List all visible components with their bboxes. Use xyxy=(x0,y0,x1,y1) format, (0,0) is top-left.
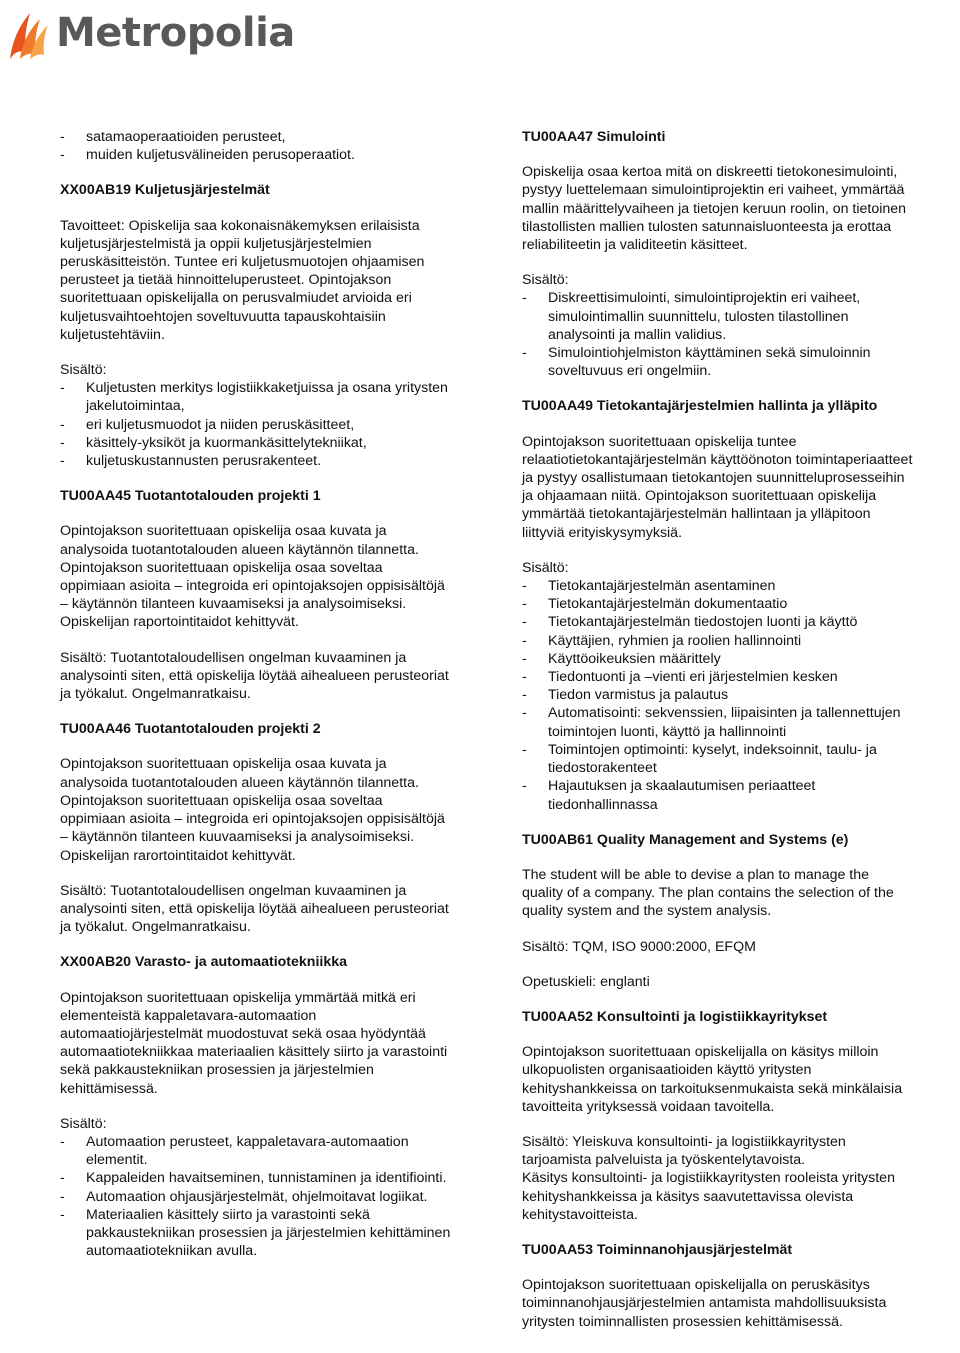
list-item: - Diskreettisimulointi, simulointiprojektin eri vaiheet, simulointimallin suunnittelu, tulosten tilastollinen analysointi ja mallin validius. xyxy=(522,290,861,343)
aa47-content-list xyxy=(522,289,952,380)
list-item: - Kuljetusten merkitys logistiikkaketjuissa ja osana yritysten jakelutoimintaa, xyxy=(60,380,448,415)
content-label: Sisältö: xyxy=(60,362,107,379)
content-label: Sisältö: xyxy=(522,272,569,289)
section-title-ab20: XX00AB20 Varasto- ja automaatiotekniikka xyxy=(60,954,348,971)
section-title-ab19: XX00AB19 Kuljetusjärjestelmät xyxy=(60,182,270,199)
ab61-content: Sisältö: TQM, ISO 9000:2000, EFQM xyxy=(522,938,756,955)
list-item: - Automaation perusteet, kappaletavara-automaation elementit. xyxy=(60,1133,409,1169)
aa49-description: Opintojakson suoritettuaan opiskelija tuntee relaatiotietokantajärjestelmän käyttöönoton toimintaperiaatteet ja pystyy osallistumaan tietokantojen suunnitteluprosesseihin ja ohjaamaan niitä. Opintojakson suoritettuaan opiskelija ymmärtää tietokantajärjestelmän hallintaan ja ylläpitoon liittyviä erityiskysymyksiä. xyxy=(522,433,913,541)
ab20-description: Opintojakson suoritettuaan opiskelija ymmärtää mitkä eri elementeistä kappaletavara-automaation automaatiojärjestelmät muodostuvat sekä osaa hyödyntää automaatiotekniikkaa materiaalien käsittely siirto ja varastointi sekä pakkaustekniikan prosessien ja järjestelmien kehittämisessä. xyxy=(60,989,448,1097)
list-item: - Automaation ohjausjärjestelmät, ohjelmoitavat logiikat. xyxy=(60,1188,428,1205)
list-item: - Käyttäjien, ryhmien ja roolien hallinnointi xyxy=(522,632,802,649)
aa46-content: Sisältö: Tuotantotaloudellisen ongelman kuvaaminen ja analysointi siten, että opiskelija löytää aihealueen perusteoriat ja työkalut. Ongelmanratkaisu. xyxy=(60,882,449,936)
section-title-aa53: TU00AA53 Toiminnanohjausjärjestelmät xyxy=(522,1241,793,1258)
ab61-description: The student will be able to devise a plan to manage the quality of a company. The plan contains the selection of the quality system and the system analysis. xyxy=(522,866,894,920)
logo-wordmark: Metropolia xyxy=(56,10,295,56)
ab19-description: Tavoitteet: Opiskelija saa kokonaisnäkemyksen erilaisista kuljetusjärjestelmistä ja oppii kuljetusjärjestelmien peruskäsitteistön. Tuntee eri kuljetusmuotojen ohjaamisen perusteet ja tietää hinnoitteluperusteet. Opintojakson suoritettuaan opiskelijalla on perusvalmiudet arvioida eri kuljetusvaihtoehtojen soveltuvuutta tapauskohtaisiin kuljetustehtäviin. xyxy=(60,217,425,343)
section-title-aa45: TU00AA45 Tuotantotalouden projekti 1 xyxy=(60,488,321,505)
section-title-aa52: TU00AA52 Konsultointi ja logistiikkayritykset xyxy=(522,1008,828,1025)
intro-list xyxy=(60,128,500,164)
aa52-content: Sisältö: Yleiskuva konsultointi- ja logistiikkayritysten tarjoamista palveluista ja työskentelytavoista. Käsitys konsultointi- ja logistiikkayritysten rooleista yritysten kehityshankkeissa ja käsitys saavutettavissa olevista kehitystavoitteista. xyxy=(522,1133,895,1223)
metropolia-flame-icon xyxy=(6,5,52,61)
content-label: Sisältö: xyxy=(60,1115,107,1132)
list-item: - Tietokantajärjestelmän tiedostojen luonti ja käyttö xyxy=(522,614,858,631)
list-item: - muiden kuljetusvälineiden perusoperaatiot. xyxy=(60,147,355,164)
ab19-content-list xyxy=(60,379,500,470)
list-item: - Käyttöoikeuksien määrittely xyxy=(522,650,721,667)
aa46-description: Opintojakson suoritettuaan opiskelija osaa kuvata ja analysoida tuotantotalouden alueen käytännön tilannetta. Opintojakson suoritettuaan opiskelija osaa soveltaa oppimiaan asioita – integroida eri opintojaksojen oppisisältöjä – käytännön tilanteen kuuvaamiseksi ja analysoimiseksi. Opiskelijan rarortointitaidot kehittyvät. xyxy=(60,756,445,864)
list-item: - Tiedontuonti ja –vienti eri järjestelmien kesken xyxy=(522,669,838,686)
list-item: - Tietokantajärjestelmän dokumentaatio xyxy=(522,596,788,613)
list-item: - Materiaalien käsittely siirto ja varastointi sekä pakkaustekniikan prosessien ja järjestelmien kehittäminen automaatiotekniikan avulla. xyxy=(60,1206,451,1260)
list-item: - Tiedon varmistus ja palautus xyxy=(522,687,729,704)
section-title-aa46: TU00AA46 Tuotantotalouden projekti 2 xyxy=(60,721,321,738)
metropolia-logo xyxy=(6,4,295,62)
content-label: Sisältö: xyxy=(522,559,569,576)
left-column xyxy=(60,128,500,1260)
list-item: - Kappaleiden havaitseminen, tunnistaminen ja identifiointi. xyxy=(60,1170,447,1187)
section-title-ab61: TU00AB61 Quality Management and Systems (e) xyxy=(522,831,849,848)
section-title-aa47: TU00AA47 Simulointi xyxy=(522,129,666,145)
list-item: - käsittely-yksiköt ja kuormankäsittelytekniikat, xyxy=(60,434,367,451)
list-item: - Automatisointi: sekvenssien, liipaisinten ja tallennettujen toimintojen luonti, käyttö ja hallinnointi xyxy=(522,705,901,740)
aa45-description: Opintojakson suoritettuaan opiskelija osaa kuvata ja analysoida tuotantotalouden alueen käytännön tilannetta. Opintojakson suoritettuaan opiskelija osaa soveltaa oppimiaan asioita – integroida eri opintojaksojen oppisisältöjä – käytännön tilanteen kuvaamiseksi ja analysoimiseksi. Opiskelijan raportointitaidot kehittyvät. xyxy=(60,523,445,631)
aa45-content: Sisältö: Tuotantotaloudellisen ongelman kuvaaminen ja analysointi siten, että opiskelija löytää aihealueen perusteoriat ja työkalut. Ongelmanratkaisu. xyxy=(60,649,449,703)
list-item: - eri kuljetusmuodot ja niiden peruskäsitteet, xyxy=(60,416,355,433)
aa53-description: Opintojakson suoritettuaan opiskelijalla on peruskäsitys toiminnanohjausjärjestelmien antamista mahdollisuuksista yritysten toiminnallisten prosessien kehittämisessä. xyxy=(522,1277,887,1330)
list-item: - kuljetuskustannusten perusrakenteet. xyxy=(60,453,322,470)
list-item: - Hajautuksen ja skaalautumisen periaatteet tiedonhallinnassa xyxy=(522,778,816,813)
aa52-description: Opintojakson suoritettuaan opiskelijalla on käsitys milloin ulkopuolisten organisaatioiden käyttö yritysten kehityshankkeissa on tarkoituksenmukaista sekä minkälaisia tavoitteita yrityksessä voidaan tavoitella. xyxy=(522,1044,903,1115)
section-title-aa49: TU00AA49 Tietokantajärjestelmien hallinta ja ylläpito xyxy=(522,398,878,415)
aa47-description: Opiskelija osaa kertoa mitä on diskreetti tietokonesimulointi, pystyy luettelemaan simulointiprojektin eri vaiheet, ymmärtää mallin määrittelyvaiheen ja tietojen keruun roolin, on tietoinen tilastollisten mallien tulosten satunnaisluonteesta ja erottaa reliabiliteetin ja validiteetin käsitteet. xyxy=(522,164,907,254)
list-item: - Toimintojen optimointi: kyselyt, indeksoinnit, taulu- ja tiedostorakenteet xyxy=(522,741,877,777)
ab61-language: Opetuskieli: englanti xyxy=(522,973,650,990)
list-item: - Tietokantajärjestelmän asentaminen xyxy=(522,578,776,595)
list-item: - satamaoperaatioiden perusteet, xyxy=(60,129,286,145)
list-item: - Simulointiohjelmiston käyttäminen sekä simuloinnin soveltuvuus eri ongelmiin. xyxy=(522,345,871,380)
right-column xyxy=(522,128,952,1331)
ab20-content-list xyxy=(60,1133,500,1260)
aa49-content-list xyxy=(522,577,952,814)
